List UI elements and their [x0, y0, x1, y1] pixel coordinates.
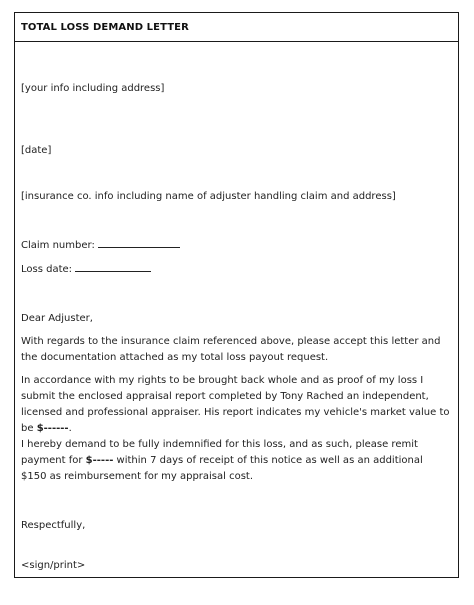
paragraph-3-end: within 7 days of receipt of this notice as well as an additional $150 as reimbursement for my appraisal cost. [21, 455, 423, 482]
insurance-info: [insurance co. info including name of adjuster handling claim and address] [21, 191, 396, 202]
claim-number-blank[interactable] [98, 238, 180, 248]
paragraph-3-start: I hereby demand to be fully indemnified for this loss, and as such, please remit payment for [21, 439, 418, 466]
paragraph-1: With regards to the insurance claim referenced above, please accept this letter and the documentation attached as my total loss payout request. [21, 336, 441, 363]
sender-info: [your info including address] [21, 83, 165, 94]
market-value-amount: $------ [36, 423, 69, 434]
paragraph-2-text: In accordance with my rights to be brought back whole and as proof of my loss I submit the enclosed appraisal report completed by Tony Rached an independent, licensed and professional appraiser. His report indicates my vehicle's market value to be [21, 375, 450, 434]
loss-date-blank[interactable] [75, 262, 151, 272]
signature: <sign/print> [21, 560, 86, 571]
loss-date-label: Loss date: [21, 264, 73, 275]
salutation: Dear Adjuster, [21, 313, 93, 324]
payment-amount: $----- [85, 455, 114, 466]
paragraph-2-end: . [68, 423, 72, 434]
closing: Respectfully, [21, 520, 86, 531]
letter-title: TOTAL LOSS DEMAND LETTER [21, 21, 189, 33]
claim-number-label: Claim number: [21, 240, 95, 251]
paragraph-3 [21, 437, 451, 485]
letter-header [15, 13, 458, 42]
claim-number-line [21, 238, 452, 254]
loss-date-line [21, 262, 452, 278]
letter-frame [14, 12, 459, 578]
letter-date: [date] [21, 145, 52, 156]
paragraph-2 [21, 373, 451, 437]
